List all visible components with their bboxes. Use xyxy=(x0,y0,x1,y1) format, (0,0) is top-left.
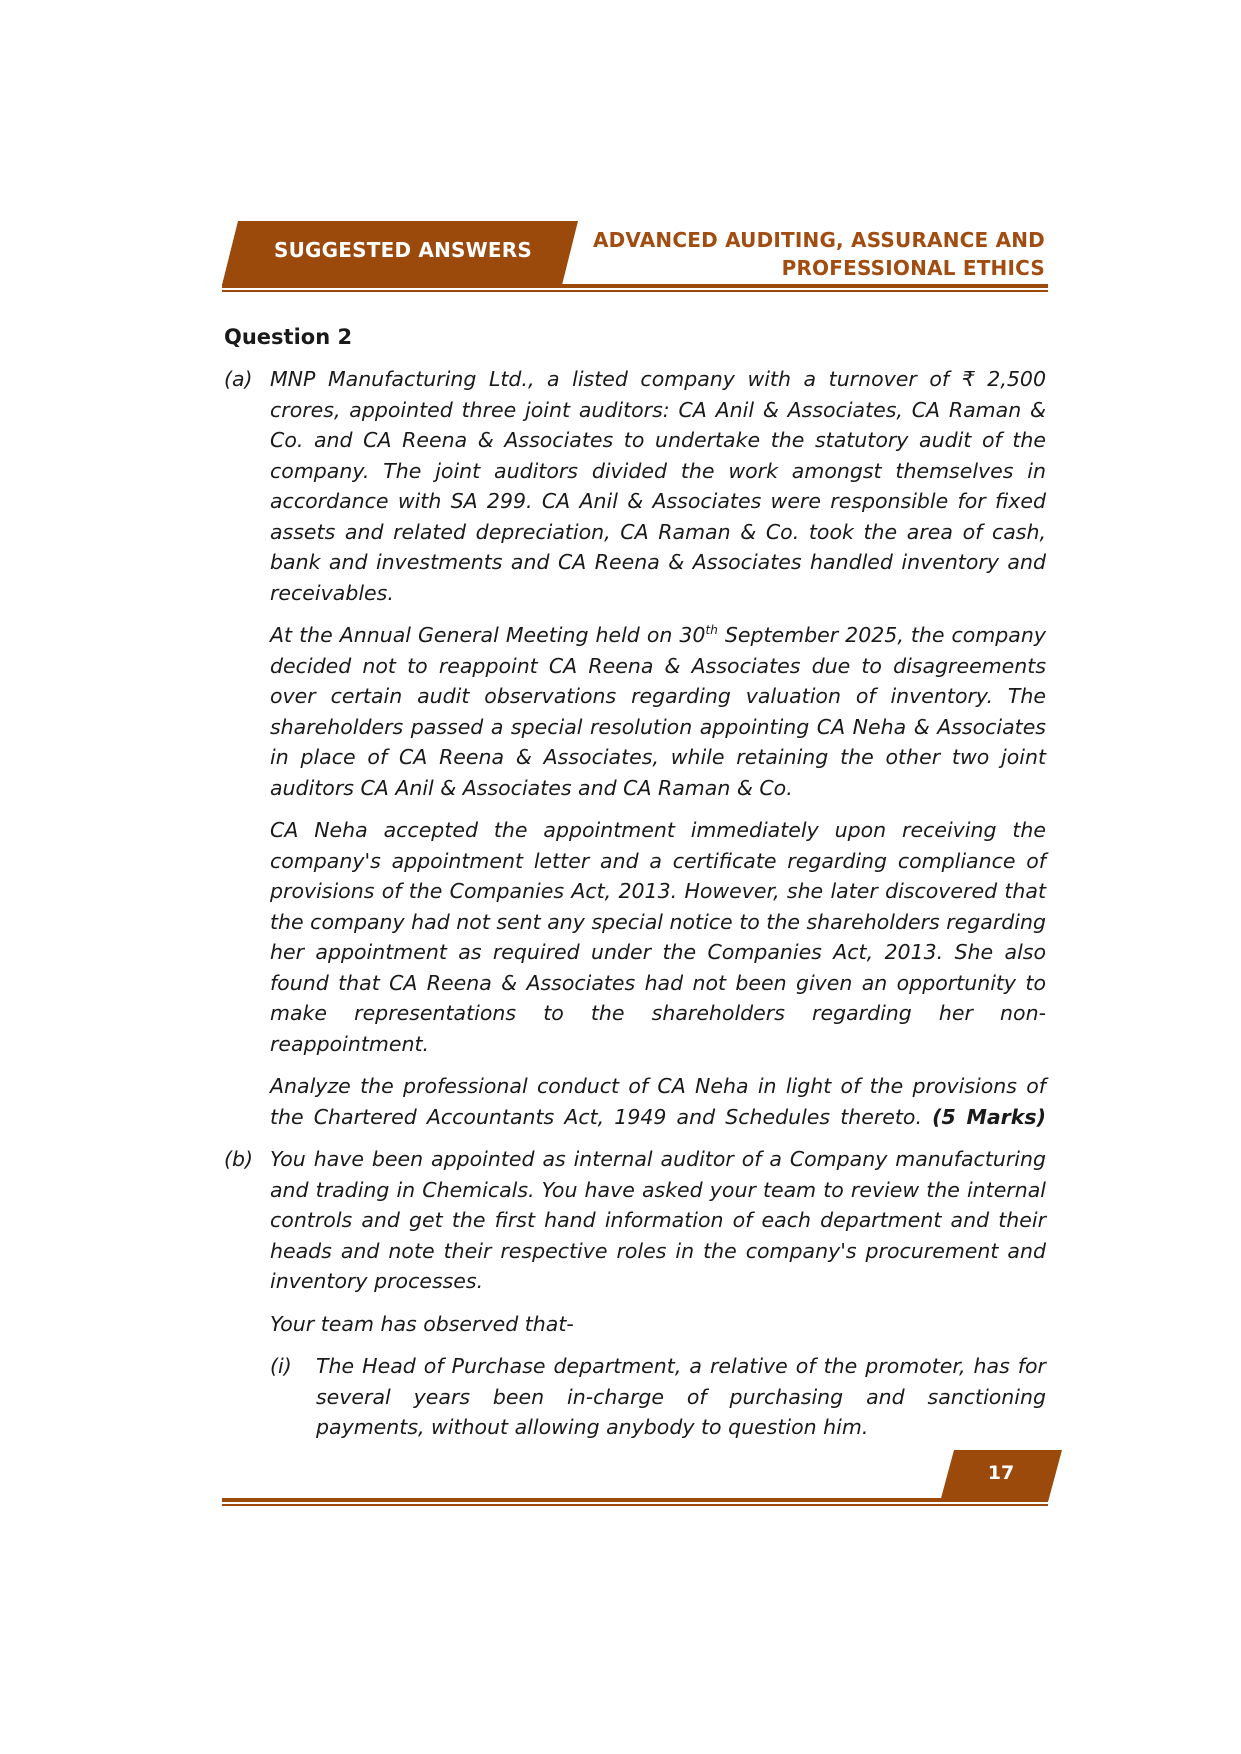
header-tab-label: SUGGESTED ANSWERS xyxy=(274,238,532,262)
question-part-a xyxy=(224,364,1046,1132)
item-i-text: The Head of Purchase department, a relative of the promoter, has for several years been in-charge of purchasing and sanctioning payments, without allowing anybody to question him. xyxy=(316,1354,1046,1439)
header-rule-thin xyxy=(222,290,1048,292)
page-content xyxy=(224,322,1046,1455)
footer-rule xyxy=(222,1498,1048,1502)
question-heading: Question 2 xyxy=(224,325,353,349)
part-a-paragraph-3: CA Neha accepted the appointment immediately upon receiving the company's appointment letter and a certificate regarding compliance of provisions of the Companies Act, 2013. However, she later discovered that the company had not sent any special notice to the shareholders regarding her appointment as required under the Companies Act, 2013. She also found that CA Reena & Associates had not been given an opportunity to make representations to the shareholders regarding her non-reappointment. xyxy=(270,818,1046,1056)
header-title-line1: ADVANCED AUDITING, ASSURANCE AND xyxy=(592,228,1045,252)
part-a-label: (a) xyxy=(224,367,253,391)
part-a-paragraph-2 xyxy=(270,620,1046,803)
footer-rule-thin xyxy=(222,1504,1048,1506)
header-title-line2: PROFESSIONAL ETHICS xyxy=(781,256,1045,280)
question-part-b xyxy=(224,1144,1046,1443)
marks-label: (5 Marks) xyxy=(932,1104,1046,1129)
part-b-item-i xyxy=(270,1351,1046,1443)
part-b-label: (b) xyxy=(224,1147,254,1171)
ordinal-suffix: th xyxy=(705,623,718,638)
part-b-paragraph-1: You have been appointed as internal auditor of a Company manufacturing and trading in Chemicals. You have asked your team to review the internal controls and get the first hand information of each department and their heads and note their respective roles in the company's procurement and inventory processes. xyxy=(270,1147,1046,1293)
part-a-paragraph-2-post: September 2025, the company decided not to reappoint CA Reena & Associates due to disagreements over certain audit observations regarding valuation of inventory. The shareholders passed a special resolution appointing CA Neha & Associates in place of CA Reena & Associates, while retaining the other two joint auditors CA Anil & Associates and CA Raman & Co. xyxy=(270,623,1046,800)
header-rule xyxy=(222,284,1048,288)
item-i-label: (i) xyxy=(270,1354,292,1378)
part-a-paragraph-4 xyxy=(270,1071,1046,1132)
header-title xyxy=(593,226,1045,282)
part-b-paragraph-2: Your team has observed that- xyxy=(270,1311,574,1336)
part-a-question-text: Analyze the professional conduct of CA Neha in light of the provisions of the Chartered Accountants Act, 1949 and Schedules thereto. xyxy=(270,1074,1046,1129)
page-number: 17 xyxy=(987,1462,1015,1484)
part-a-paragraph-2-pre: At the Annual General Meeting held on 30 xyxy=(270,623,706,647)
part-a-paragraph-1: MNP Manufacturing Ltd., a listed company with a turnover of ₹ 2,500 crores, appointed three joint auditors: CA Anil & Associates, CA Raman & Co. and CA Reena & Associates to undertake the statutory audit of the company. The joint auditors divided the work amongst themselves in accordance with SA 299. CA Anil & Associates were responsible for fixed assets and related depreciation, CA Raman & Co. took the area of cash, bank and investments and CA Reena & Associates handled inventory and receivables. xyxy=(270,367,1046,605)
